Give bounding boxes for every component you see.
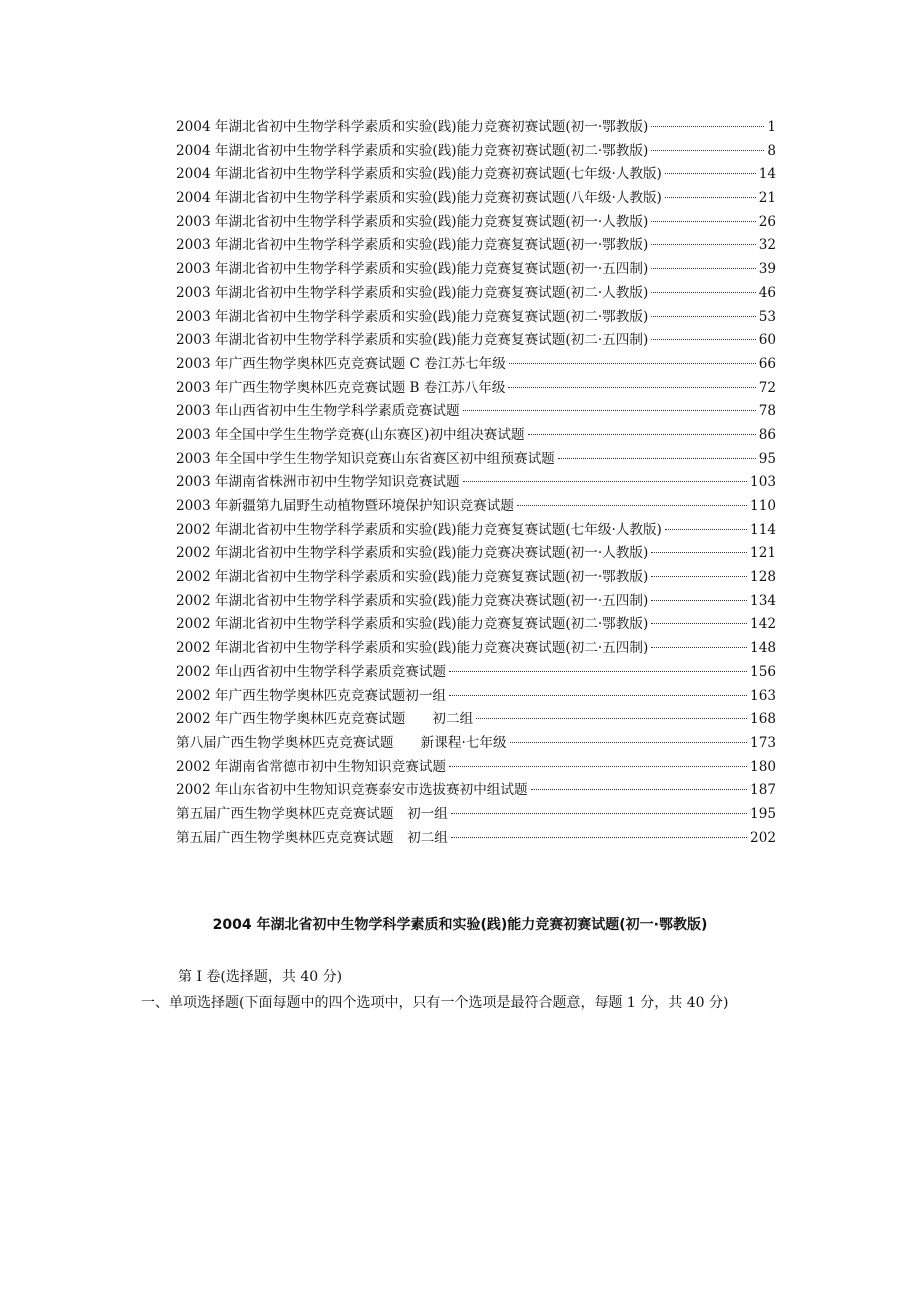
toc-entry-title: 2004 年湖北省初中生物学科学素质和实验(践)能力竞赛初赛试题(八年级·人教版) xyxy=(176,190,662,207)
toc-entry-page-number: 46 xyxy=(758,284,776,301)
toc-entry-page-number: 195 xyxy=(750,805,776,822)
toc-dot-leader xyxy=(651,623,747,624)
toc-dot-leader xyxy=(508,387,755,388)
toc-dot-leader xyxy=(531,789,747,790)
toc-entry[interactable] xyxy=(176,685,776,709)
toc-dot-leader xyxy=(510,742,747,743)
toc-entry-title: 2002 年山西省初中生物学科学素质竞赛试题 xyxy=(176,663,447,680)
toc-entry[interactable] xyxy=(176,163,776,187)
toc-entry-page-number: 39 xyxy=(758,261,776,278)
toc-dot-leader xyxy=(558,458,756,459)
toc-dot-leader xyxy=(463,410,756,411)
toc-dot-leader xyxy=(651,268,755,269)
toc-dot-leader xyxy=(449,695,747,696)
toc-entry-title: 2004 年湖北省初中生物学科学素质和实验(践)能力竞赛初赛试题(七年级·人教版) xyxy=(176,166,662,183)
toc-entry[interactable] xyxy=(176,519,776,543)
toc-entry-page-number: 60 xyxy=(758,332,776,349)
toc-entry[interactable] xyxy=(176,211,776,235)
toc-entry-page-number: 168 xyxy=(750,711,776,728)
table-of-contents xyxy=(176,116,776,850)
toc-entry[interactable] xyxy=(176,282,776,306)
toc-entry-page-number: 180 xyxy=(750,758,776,775)
toc-entry[interactable] xyxy=(176,116,776,140)
toc-entry-title: 2003 年湖北省初中生物学科学素质和实验(践)能力竞赛复赛试题(初一·五四制) xyxy=(176,261,649,278)
toc-dot-leader xyxy=(651,600,747,601)
toc-entry[interactable] xyxy=(176,827,776,851)
toc-entry[interactable] xyxy=(176,566,776,590)
toc-entry-title: 2002 年湖北省初中生物学科学素质和实验(践)能力竞赛决赛试题(初一·人教版) xyxy=(176,545,649,562)
toc-dot-leader xyxy=(665,529,747,530)
toc-entry-page-number: 21 xyxy=(758,190,776,207)
toc-entry-page-number: 72 xyxy=(758,379,776,396)
toc-entry-page-number: 134 xyxy=(750,592,776,609)
toc-dot-leader xyxy=(665,197,756,198)
toc-entry[interactable] xyxy=(176,424,776,448)
toc-dot-leader xyxy=(651,244,755,245)
toc-dot-leader xyxy=(651,221,755,222)
toc-dot-leader xyxy=(451,837,747,838)
toc-dot-leader xyxy=(651,126,764,127)
toc-entry[interactable] xyxy=(176,590,776,614)
toc-entry-page-number: 32 xyxy=(758,237,776,254)
toc-entry-title: 2003 年湖南省株洲市初中生物学知识竞赛试题 xyxy=(176,474,460,491)
toc-entry-page-number: 114 xyxy=(750,521,776,538)
toc-dot-leader xyxy=(651,292,755,293)
toc-entry[interactable] xyxy=(176,661,776,685)
toc-entry-title: 2003 年山西省初中生生物学科学素质竞赛试题 xyxy=(176,403,460,420)
toc-entry-page-number: 163 xyxy=(750,687,776,704)
toc-entry-page-number: 26 xyxy=(758,213,776,230)
toc-entry[interactable] xyxy=(176,756,776,780)
toc-entry-title: 2002 年湖北省初中生物学科学素质和实验(践)能力竞赛决赛试题(初一·五四制) xyxy=(176,592,649,609)
toc-entry[interactable] xyxy=(176,306,776,330)
instructions-text: 一、单项选择题(下面每题中的四个选项中，只有一个选项是最符合题意，每题 1 分，共 40 分) xyxy=(141,995,729,1011)
toc-entry-title: 2003 年广西生物学奥林匹克竞赛试题 C 卷江苏七年级 xyxy=(176,355,506,372)
toc-entry-title: 2003 年湖北省初中生物学科学素质和实验(践)能力竞赛复赛试题(初二·鄂教版) xyxy=(176,308,649,325)
toc-entry[interactable] xyxy=(176,613,776,637)
toc-entry[interactable] xyxy=(176,187,776,211)
toc-entry-title: 2003 年湖北省初中生物学科学素质和实验(践)能力竞赛复赛试题(初一·人教版) xyxy=(176,213,649,230)
part-title: 第 I 卷(选择题，共 40 分) xyxy=(178,969,343,985)
toc-entry-page-number: 110 xyxy=(750,498,776,514)
toc-dot-leader xyxy=(517,505,747,506)
toc-entry-title: 2003 年湖北省初中生物学科学素质和实验(践)能力竞赛复赛试题(初二·五四制) xyxy=(176,332,649,349)
toc-entry-page-number: 202 xyxy=(750,829,776,846)
toc-entry-page-number: 187 xyxy=(750,782,776,799)
toc-entry[interactable] xyxy=(176,329,776,353)
toc-dot-leader xyxy=(651,150,764,151)
toc-entry[interactable] xyxy=(176,140,776,164)
toc-entry-page-number: 142 xyxy=(750,616,776,633)
toc-entry-title: 2002 年湖北省初中生物学科学素质和实验(践)能力竞赛复赛试题(七年级·人教版) xyxy=(176,521,662,538)
section-title: 2004 年湖北省初中生物学科学素质和实验(践)能力竞赛初赛试题(初一·鄂教版) xyxy=(212,917,708,933)
toc-entry-title: 2003 年新疆第九届野生动植物暨环境保护知识竞赛试题 xyxy=(176,498,514,514)
toc-entry-title: 2003 年湖北省初中生物学科学素质和实验(践)能力竞赛复赛试题(初二·人教版) xyxy=(176,284,649,301)
toc-entry[interactable] xyxy=(176,495,776,519)
toc-entry[interactable] xyxy=(176,258,776,282)
toc-entry-page-number: 86 xyxy=(758,426,776,443)
toc-entry-page-number: 66 xyxy=(758,355,776,372)
toc-entry-page-number: 14 xyxy=(758,166,776,183)
toc-entry-title: 2002 年湖北省初中生物学科学素质和实验(践)能力竞赛复赛试题(初一·鄂教版) xyxy=(176,569,649,586)
toc-dot-leader xyxy=(651,316,755,317)
toc-entry-title: 2003 年湖北省初中生物学科学素质和实验(践)能力竞赛复赛试题(初一·鄂教版) xyxy=(176,237,649,254)
toc-entry[interactable] xyxy=(176,400,776,424)
toc-entry[interactable] xyxy=(176,732,776,756)
toc-entry[interactable] xyxy=(176,377,776,401)
toc-dot-leader xyxy=(651,576,747,577)
toc-dot-leader xyxy=(463,481,747,482)
toc-entry-title: 2002 年广西生物学奥林匹克竞赛试题 初二组 xyxy=(176,711,474,728)
toc-entry[interactable] xyxy=(176,542,776,566)
toc-dot-leader xyxy=(451,813,747,814)
toc-dot-leader xyxy=(665,173,756,174)
toc-entry-title: 2003 年全国中学生生物学竞赛(山东赛区)初中组决赛试题 xyxy=(176,426,525,443)
toc-entry-page-number: 121 xyxy=(750,545,776,562)
toc-entry-page-number: 8 xyxy=(767,142,776,159)
toc-entry-title: 2004 年湖北省初中生物学科学素质和实验(践)能力竞赛初赛试题(初二·鄂教版) xyxy=(176,142,649,159)
toc-entry-title: 第五届广西生物学奥林匹克竞赛试题 初一组 xyxy=(176,805,448,822)
toc-entry-page-number: 103 xyxy=(750,474,776,491)
toc-dot-leader xyxy=(476,718,747,719)
toc-entry-title: 2003 年全国中学生生物学知识竞赛山东省赛区初中组预赛试题 xyxy=(176,450,555,467)
toc-entry-title: 2002 年山东省初中生物知识竞赛泰安市选拔赛初中组试题 xyxy=(176,782,528,799)
toc-entry-title: 2004 年湖北省初中生物学科学素质和实验(践)能力竞赛初赛试题(初一·鄂教版) xyxy=(176,119,649,135)
toc-entry-title: 2003 年广西生物学奥林匹克竞赛试题 B 卷江苏八年级 xyxy=(176,379,506,396)
toc-entry-page-number: 53 xyxy=(758,308,776,325)
toc-dot-leader xyxy=(528,434,756,435)
toc-entry-page-number: 148 xyxy=(750,640,776,657)
toc-entry[interactable] xyxy=(176,779,776,803)
toc-entry-page-number: 95 xyxy=(758,450,776,467)
toc-entry-page-number: 78 xyxy=(758,403,776,420)
toc-entry-title: 2002 年广西生物学奥林匹克竞赛试题初一组 xyxy=(176,687,447,704)
toc-dot-leader xyxy=(449,671,747,672)
toc-entry[interactable] xyxy=(176,803,776,827)
toc-entry-page-number: 128 xyxy=(750,569,776,586)
toc-entry[interactable] xyxy=(176,353,776,377)
toc-entry[interactable] xyxy=(176,708,776,732)
toc-entry[interactable] xyxy=(176,637,776,661)
toc-entry-title: 2002 年湖南省常德市初中生物知识竞赛试题 xyxy=(176,758,447,775)
toc-entry-page-number: 1 xyxy=(767,119,776,135)
toc-dot-leader xyxy=(651,339,755,340)
toc-entry-title: 2002 年湖北省初中生物学科学素质和实验(践)能力竞赛复赛试题(初二·鄂教版) xyxy=(176,616,649,633)
toc-dot-leader xyxy=(449,766,747,767)
toc-dot-leader xyxy=(651,647,747,648)
toc-entry-title: 2002 年湖北省初中生物学科学素质和实验(践)能力竞赛决赛试题(初二·五四制) xyxy=(176,640,649,657)
toc-entry-title: 第五届广西生物学奥林匹克竞赛试题 初二组 xyxy=(176,829,448,846)
toc-entry[interactable] xyxy=(176,234,776,258)
toc-dot-leader xyxy=(651,552,747,553)
toc-entry[interactable] xyxy=(176,448,776,472)
toc-entry-page-number: 156 xyxy=(750,663,776,680)
toc-entry-page-number: 173 xyxy=(750,734,776,751)
toc-entry[interactable] xyxy=(176,471,776,495)
toc-entry-title: 第八届广西生物学奥林匹克竞赛试题 新课程·七年级 xyxy=(176,734,507,751)
toc-dot-leader xyxy=(509,363,756,364)
